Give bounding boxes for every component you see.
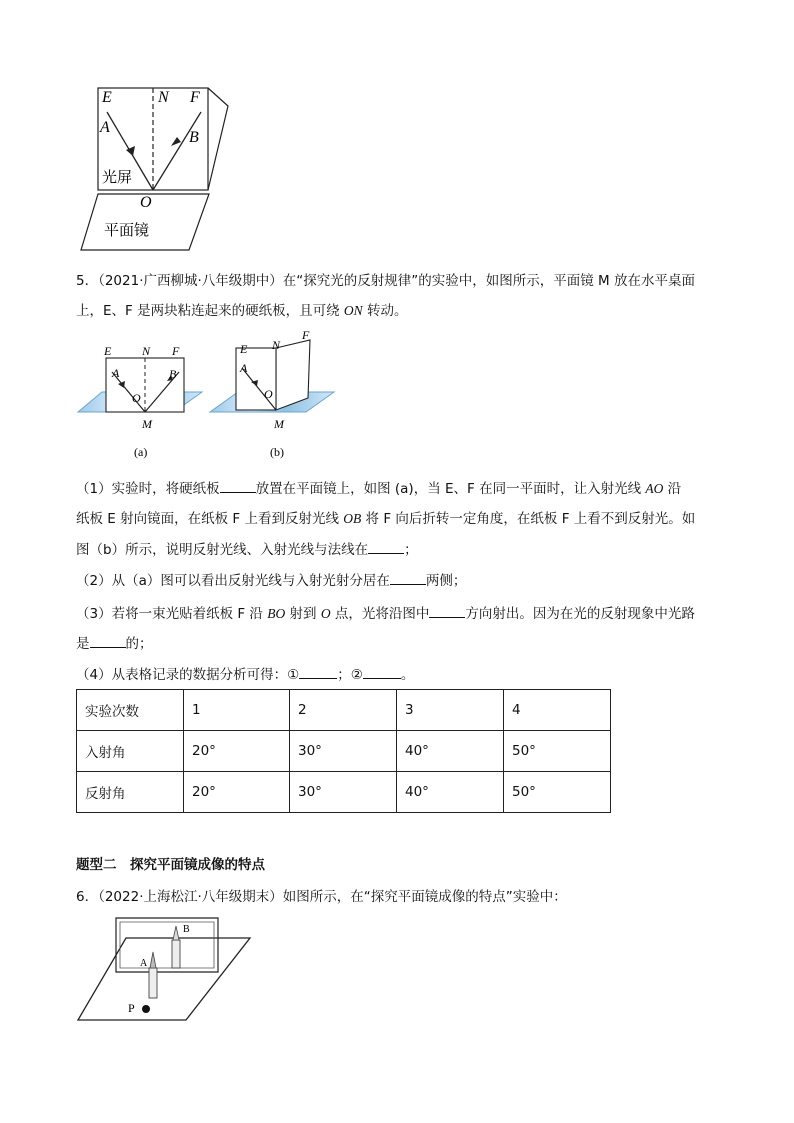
q5-p1-text-c: 沿 xyxy=(663,481,682,497)
data-table xyxy=(76,689,611,813)
q5-p3-text-c: 点，光将沿图中 xyxy=(330,606,430,622)
fa-B: B xyxy=(169,367,177,381)
q5-stem-on: ON xyxy=(343,303,363,318)
figure-candles xyxy=(76,914,256,1024)
q6-line xyxy=(76,887,567,907)
q5-line-1 xyxy=(76,271,695,291)
q5-p2-text-a: （2）从（a）图可以看出反射光线与入射光射分居在 xyxy=(76,573,390,589)
screen-label: 光屏 xyxy=(102,168,133,186)
figure-light-screen xyxy=(78,84,248,254)
glass-plate-inner xyxy=(120,922,214,968)
label-O: O xyxy=(140,194,152,211)
label-cand-B: B xyxy=(183,924,190,935)
fb-caption: (b) xyxy=(270,445,284,459)
q5-p4-text-b: ；② xyxy=(337,667,363,683)
table-cell: 30° xyxy=(290,731,397,772)
fa-O: O xyxy=(132,391,141,405)
q5-stem-2b: 转动。 xyxy=(362,303,408,319)
label-cand-A: A xyxy=(140,958,148,969)
fa-caption: (a) xyxy=(134,445,148,459)
fb-A: A xyxy=(240,361,248,375)
label-P: P xyxy=(128,1001,135,1015)
answer-blank-3[interactable] xyxy=(390,570,426,585)
q5-p3-text-a: （3）若将一束光贴着纸板 F 沿 xyxy=(76,606,268,622)
table-cell: 反射角 xyxy=(77,772,184,813)
fb-N: N xyxy=(272,338,281,352)
table-cell: 入射角 xyxy=(77,731,184,772)
table-row xyxy=(77,772,611,813)
table-cell: 30° xyxy=(290,772,397,813)
table-cell: 50° xyxy=(504,731,611,772)
fa-E: E xyxy=(104,344,112,358)
q5-p1-text-d: 纸板 E 射向镜面，在纸板 F 上看到反射光线 xyxy=(76,511,344,527)
q5-p4-text-c: 。 xyxy=(400,667,415,683)
q5-p3-line-1 xyxy=(76,603,695,624)
table-cell: 20° xyxy=(184,731,290,772)
label-A: A xyxy=(100,119,110,136)
q5-p2-line xyxy=(76,570,466,591)
q5-p4-line xyxy=(76,664,414,685)
answer-blank-4[interactable] xyxy=(429,603,465,618)
table-row xyxy=(77,690,611,731)
table-cell: 20° xyxy=(184,772,290,813)
candle-a xyxy=(149,952,157,998)
label-B: B xyxy=(189,129,199,146)
section-title xyxy=(76,855,265,875)
q5-line-2 xyxy=(76,301,407,321)
glass-plate xyxy=(116,918,218,972)
table-cell: 实验次数 xyxy=(77,690,184,731)
q5-p2-text-b: 两侧； xyxy=(425,573,467,589)
fa-F: F xyxy=(172,344,180,358)
q5-p1-ao: AO xyxy=(645,481,664,496)
q5-p1-text-g: ； xyxy=(404,542,418,558)
q5-p1-text-e: 将 F 向后折转一定角度，在纸板 F 上看不到反射光。如 xyxy=(361,511,696,527)
q5-p1-ob: OB xyxy=(343,511,362,526)
screen-back-panel xyxy=(208,88,228,190)
q5-p1-line-3 xyxy=(76,539,418,560)
table-cell: 4 xyxy=(504,690,611,731)
fa-N: N xyxy=(142,344,151,358)
table-cell: 40° xyxy=(397,772,504,813)
q5-p3-line-2 xyxy=(76,633,153,654)
answer-blank-7[interactable] xyxy=(363,664,401,679)
fa-A: A xyxy=(112,366,120,380)
fb-M: M xyxy=(274,417,284,431)
q5-stem-1: 5．（2021·广西柳城·八年级期中）在“探究光的反射规律”的实验中，如图所示，平面镜 M 放在水平桌面 xyxy=(76,273,695,289)
table-row xyxy=(77,731,611,772)
answer-blank-1[interactable] xyxy=(220,478,256,493)
q5-p3-o: O xyxy=(320,606,331,621)
q6-stem: 6．（2022·上海松江·八年级期末）如图所示，在“探究平面镜成像的特点”实验中： xyxy=(76,889,567,905)
label-F: F xyxy=(190,89,200,106)
answer-blank-6[interactable] xyxy=(299,664,337,679)
q5-p3-text-b: 射到 xyxy=(285,606,321,622)
figure-a xyxy=(76,340,204,464)
table-cell: 50° xyxy=(504,772,611,813)
q5-p3-bo: BO xyxy=(267,606,286,621)
board-b-folded xyxy=(276,340,310,410)
candle-b xyxy=(172,926,180,968)
q5-p1-text-f: 图（b）所示，说明反射光线、入射光线与法线在 xyxy=(76,542,369,558)
q5-p3-text-d: 方向射出。因为在光的反射现象中光路 xyxy=(465,606,695,622)
q5-p1-line-1 xyxy=(76,478,681,499)
answer-blank-2[interactable] xyxy=(368,539,404,554)
answer-blank-5[interactable] xyxy=(90,633,126,648)
q5-p3-text-f: 的； xyxy=(125,636,153,652)
table-plane xyxy=(78,938,250,1020)
figure-b xyxy=(208,328,346,464)
label-E: E xyxy=(102,89,112,106)
fa-M: M xyxy=(142,417,152,431)
fb-F: F xyxy=(302,328,310,342)
point-p xyxy=(142,1005,150,1013)
q5-stem-2a: 上，E、F 是两块粘连起来的硬纸板，且可绕 xyxy=(76,303,344,319)
table-cell: 1 xyxy=(184,690,290,731)
table-cell: 2 xyxy=(290,690,397,731)
q5-p1-text-a: （1）实验时，将硬纸板 xyxy=(76,481,220,497)
mirror-label: 平面镜 xyxy=(104,221,150,239)
fb-E: E xyxy=(240,342,248,356)
q5-p1-line-2 xyxy=(76,509,695,529)
section-title-text: 题型二 探究平面镜成像的特点 xyxy=(76,857,265,873)
table-cell: 3 xyxy=(397,690,504,731)
table-cell: 40° xyxy=(397,731,504,772)
q5-p4-text-a: （4）从表格记录的数据分析可得：① xyxy=(76,667,300,683)
q5-p1-text-b: 放置在平面镜上，如图 (a)，当 E、F 在同一平面时，让入射光线 xyxy=(255,481,646,497)
label-N: N xyxy=(158,89,169,106)
q5-p3-text-e: 是 xyxy=(76,636,90,652)
fb-O: O xyxy=(264,387,273,401)
